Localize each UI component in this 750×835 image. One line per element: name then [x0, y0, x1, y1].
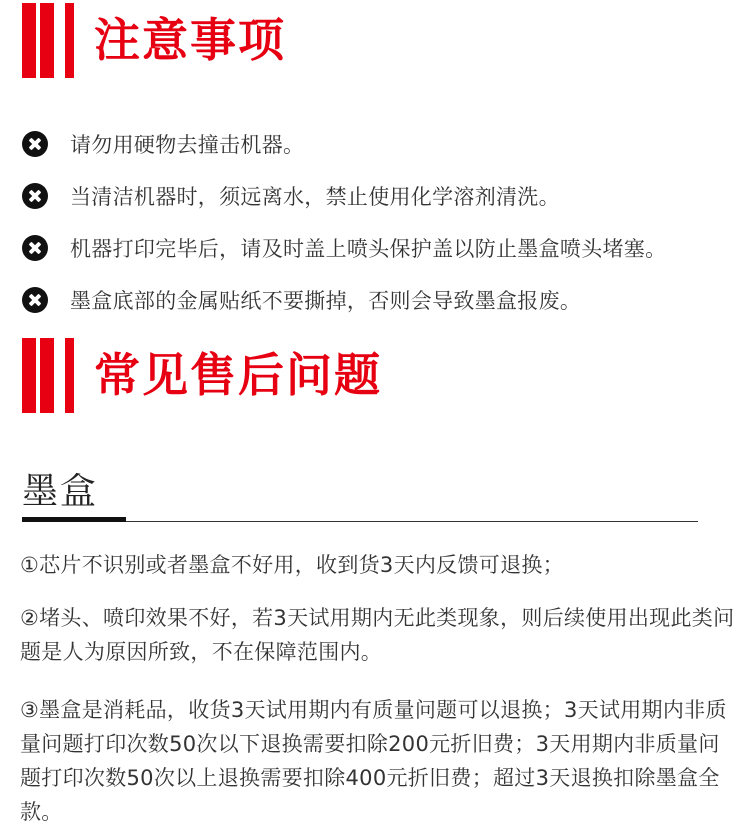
x-circle-icon [22, 235, 48, 261]
red-bars-decoration [22, 3, 74, 78]
red-bar [65, 338, 74, 413]
divider-accent [22, 517, 126, 522]
section-header-notes [22, 0, 286, 80]
x-circle-icon [22, 183, 48, 209]
list-item [22, 222, 742, 274]
red-bar [40, 3, 54, 78]
faq-paragraph: ③墨盒是消耗品，收货3天试用期内有质量问题可以退换；3天试用期内非质量问题打印次数50次以下退换需要扣除200元折旧费；3天用期内非质量问题打印次数50次以上退换需要扣除400元折旧费；超过3天退换扣除墨盒全款。 [20, 698, 727, 824]
faq-paragraph: ②堵头、喷印效果不好，若3天试用期内无此类现象，则后续使用出现此类问题是人为原因所致，不在保障范围内。 [20, 606, 735, 664]
list-item [22, 170, 742, 222]
red-bar [65, 3, 74, 78]
red-bar [22, 3, 36, 78]
faq-paragraph: ①芯片不识别或者墨盒不好用，收到货3天内反馈可退换； [20, 553, 564, 577]
note-text: 当清洁机器时，须远离水，禁止使用化学溶剂清洗。 [70, 185, 560, 209]
red-bar [40, 338, 54, 413]
x-circle-icon [22, 287, 48, 313]
red-bars-decoration [22, 338, 74, 413]
red-bar [22, 338, 36, 413]
x-circle-icon [22, 131, 48, 157]
note-text: 机器打印完毕后，请及时盖上喷头保护盖以防止墨盒喷头堵塞。 [70, 237, 667, 261]
note-text: 请勿用硬物去撞击机器。 [70, 133, 305, 157]
list-item [22, 274, 742, 326]
subsection-title: 墨盒 [22, 471, 99, 512]
section-title-notes: 注意事项 [94, 13, 286, 67]
note-text: 墨盒底部的金属贴纸不要撕掉，否则会导致墨盒报废。 [70, 289, 582, 313]
notes-list [22, 118, 742, 326]
section-header-after-sales [22, 335, 382, 415]
list-item [22, 118, 742, 170]
section-title-after-sales: 常见售后问题 [94, 348, 382, 402]
